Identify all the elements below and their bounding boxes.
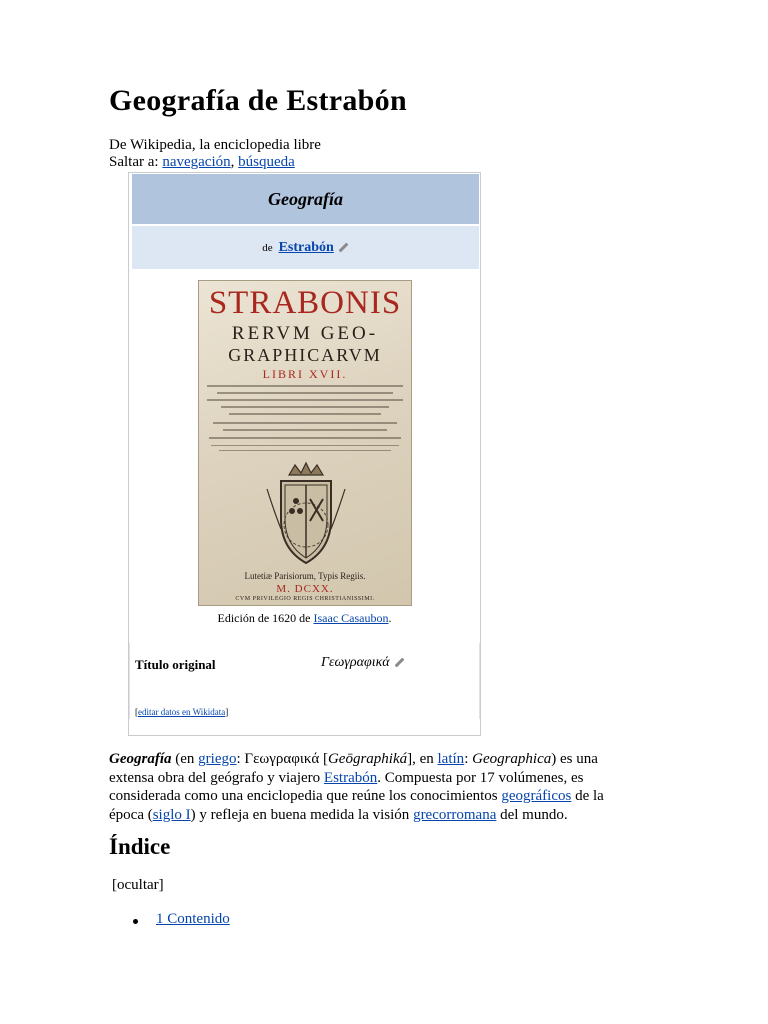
- intro-text: (en: [171, 751, 199, 767]
- intro-text: :: [464, 751, 473, 767]
- edit-pencil-icon[interactable]: [338, 243, 348, 253]
- cover-text-line: [207, 385, 403, 387]
- toc-heading: Índice: [109, 834, 171, 859]
- intro-italic: Geographica: [472, 751, 552, 767]
- link-estrabon[interactable]: Estrabón: [323, 769, 378, 786]
- intro-text: : Γεωγραφικά [: [236, 751, 328, 767]
- wikidata-edit-link[interactable]: editar datos en Wikidata: [138, 707, 226, 717]
- intro-text: ) es una extensa obra del geógrafo y viajero: [109, 751, 598, 786]
- cover-line-2: RERVM GEO-: [231, 323, 379, 344]
- cover-text-line: [217, 392, 393, 394]
- toc-item-link[interactable]: 1 Contenido: [156, 911, 230, 927]
- article-subject: Geografía: [109, 751, 172, 767]
- article-intro-paragraph: [109, 750, 629, 824]
- cover-text-line: [219, 450, 391, 451]
- intro-text: ], en: [407, 751, 438, 767]
- cover-text-line: [207, 399, 403, 401]
- infobox-divider: [129, 643, 130, 689]
- book-cover-image[interactable]: [198, 280, 412, 606]
- wikidata-edit: [135, 707, 228, 717]
- infobox-divider: [129, 689, 130, 719]
- infobox-divider: [479, 689, 480, 719]
- infobox-author-row: [132, 226, 479, 269]
- caption-suffix: .: [388, 611, 392, 625]
- cover-line-6: M. DCXX.: [276, 583, 334, 595]
- cover-text-line: [221, 406, 389, 408]
- infobox-author-prefix: de: [262, 241, 273, 254]
- site-tagline: De Wikipedia, la enciclopedia libre: [109, 137, 321, 153]
- cover-line-4: LIBRI XVII.: [262, 367, 348, 381]
- jump-search-link[interactable]: búsqueda: [238, 154, 295, 170]
- link-griego[interactable]: griego: [198, 751, 237, 767]
- intro-text: ) y refleja en buena medida la visión: [190, 806, 414, 823]
- original-title-label: Título original: [135, 657, 216, 672]
- intro-text: . Compuesta por 17 volúmenes, es considerada como una enciclopedia que reúne los conocimientos: [109, 769, 584, 804]
- cover-line-1: STRABONIS: [208, 285, 402, 321]
- caption-prefix: Edición de 1620 de: [217, 611, 314, 625]
- infobox-author-link[interactable]: Estrabón: [278, 239, 334, 255]
- intro-text: de la época (: [109, 788, 604, 823]
- jump-separator: ,: [230, 154, 239, 170]
- cover-caption: [129, 611, 480, 626]
- cover-line-5: Lutetiæ Parisiorum, Typis Regiis.: [244, 571, 366, 581]
- cover-text-line: [213, 422, 397, 424]
- jump-navigation-link[interactable]: navegación: [162, 154, 231, 170]
- intro-italic: Geōgraphiká: [327, 751, 408, 767]
- cover-text-line: [229, 413, 381, 415]
- cover-text-line: [223, 429, 387, 431]
- page-title: Geografía de Estrabón: [109, 84, 407, 117]
- toc-toggle[interactable]: [ocultar]: [112, 877, 164, 893]
- jump-prefix: Saltar a:: [109, 154, 163, 170]
- link-latin[interactable]: latín: [437, 751, 465, 767]
- cover-text-line: [211, 445, 399, 446]
- edit-pencil-icon[interactable]: [394, 658, 404, 668]
- link-grecorromana[interactable]: grecorromana: [413, 806, 497, 823]
- cover-text-line: [209, 437, 401, 439]
- intro-text: del mundo.: [496, 806, 568, 823]
- coat-of-arms-icon: [261, 459, 351, 567]
- infobox-divider: [479, 643, 480, 689]
- original-title-value: [321, 655, 405, 671]
- link-geograficos[interactable]: geográficos: [501, 788, 572, 804]
- toc-item: [133, 911, 230, 928]
- infobox: [128, 172, 481, 736]
- cover-line-7: CVM PRIVILEGIO REGIS CHRISTIANISSIMI.: [235, 596, 375, 602]
- bullet-icon: [133, 919, 138, 924]
- jump-links: [109, 154, 295, 171]
- wikidata-open-bracket: [: [135, 707, 138, 717]
- infobox-heading: Geografía: [132, 174, 479, 224]
- original-title-text: Γεωγραφικά: [321, 655, 390, 670]
- toc-list: [133, 911, 230, 928]
- wikidata-close-bracket: ]: [225, 707, 229, 717]
- link-siglo-i[interactable]: siglo I: [152, 806, 191, 823]
- caption-author-link[interactable]: Isaac Casaubon: [313, 611, 389, 625]
- cover-line-3: GRAPHICARVM: [228, 345, 382, 365]
